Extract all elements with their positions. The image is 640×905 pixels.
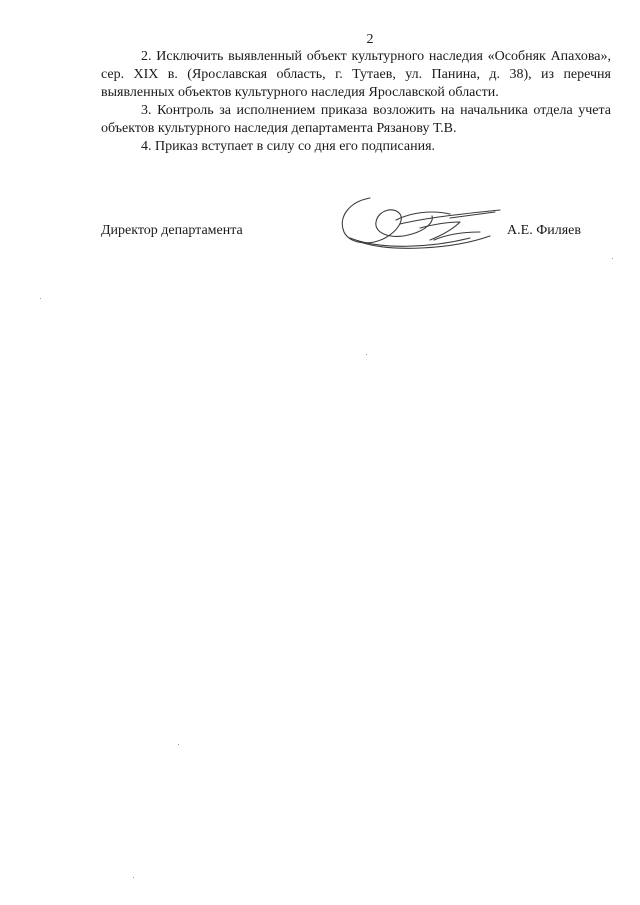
paragraph-item-2: 2. Исключить выявленный объект культурного наследия «Особняк Апахова», сер. XIX в. (Ярославская область, г. Тутаев, ул. Панина, д. 38), из перечня выявленных объектов культурного наследия Ярославской области. xyxy=(101,49,611,100)
signature-block xyxy=(101,223,581,243)
signatory-name: А.Е. Филяев xyxy=(507,223,581,238)
paragraph-item-3: 3. Контроль за исполнением приказа возложить на начальника отдела учета объектов культурного наследия департамента Рязанову Т.В. xyxy=(101,103,611,136)
scan-speck xyxy=(40,298,41,299)
scan-speck xyxy=(133,877,134,878)
scan-speck xyxy=(178,744,179,745)
signatory-title: Директор департамента xyxy=(101,223,243,238)
paragraph-item-4: 4. Приказ вступает в силу со дня его подписания. xyxy=(141,139,436,154)
document-body xyxy=(101,48,611,156)
page-number: 2 xyxy=(366,32,374,47)
scan-speck xyxy=(366,354,367,355)
scan-speck xyxy=(612,258,613,259)
